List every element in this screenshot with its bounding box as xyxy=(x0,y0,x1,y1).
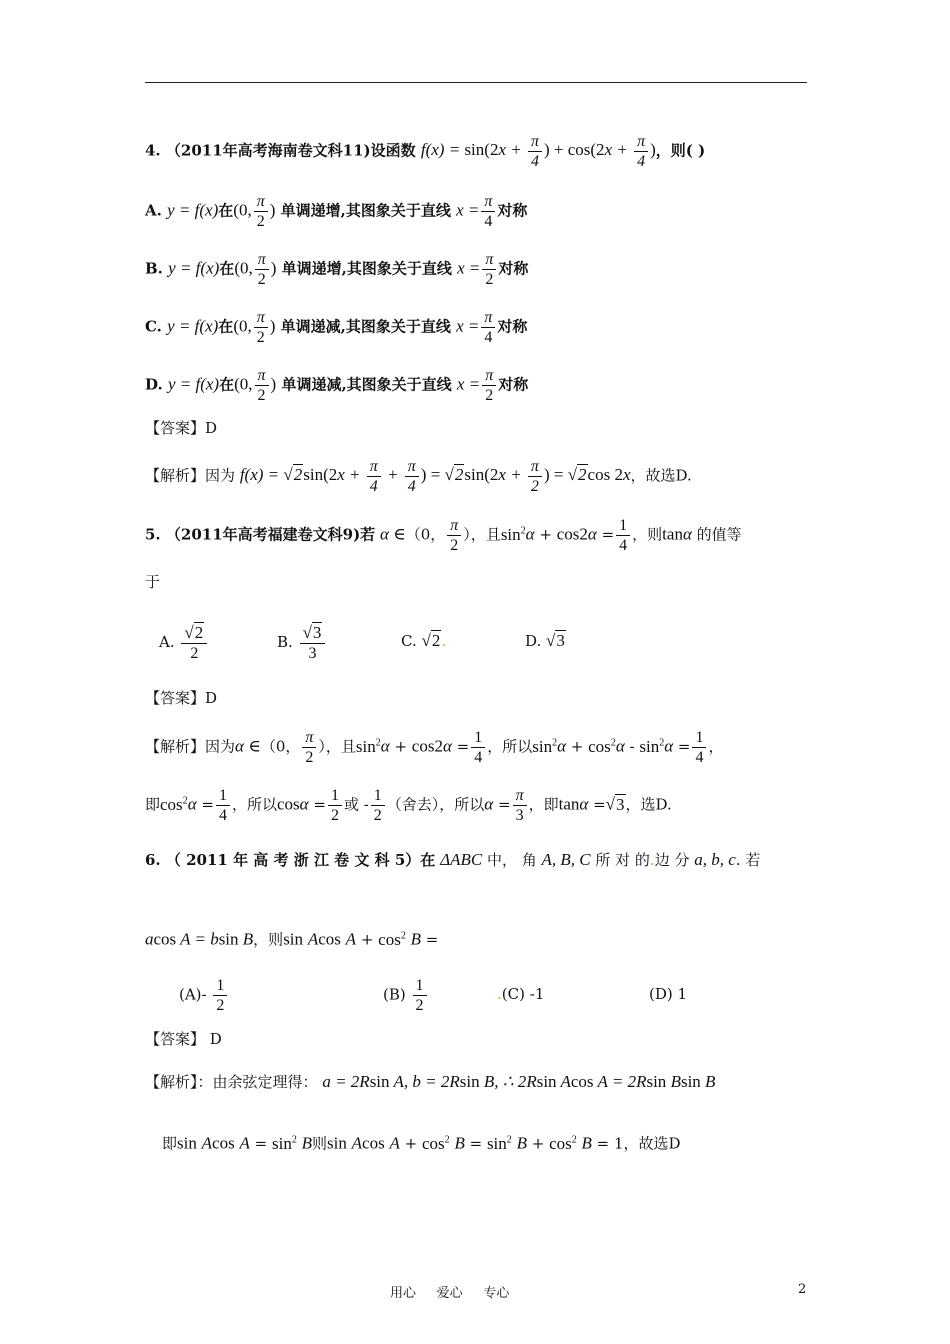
q5-analysis-1: 【解析】因为α ∈（0， $\frac{\pi}{2}$ ），且$\sin^2\alpha + \cos 2\alpha$ = $\frac{1}{4}$ ，所以$\sin^2\alpha + \cos^2\alpha - \sin^2\alpha$ = $\frac{1}{4}$ ， xyxy=(145,729,724,766)
q6-analysis-1: 【解析】：由余弦定理得： a = 2Rsin A, b = 2Rsin B, ∴ 2Rsin Acos A = 2Rsin Bsin B xyxy=(145,1072,716,1091)
q6-stem-2: acos A = bsin B，则sin Acos $A + \cos^2 B$ = xyxy=(145,929,439,949)
q6-option-d: (D) 1 xyxy=(649,985,688,1003)
q4-option-c: C. y = f(x)在(0, $\frac{\pi}{2}$ ) 单调递减,其图象关于直线 x = $\frac{\pi}{4}$ 对称 xyxy=(145,309,528,346)
q4-option-b: B. y = f(x)在(0, $\frac{\pi}{2}$ ) 单调递增,其图象关于直线 x = $\frac{\pi}{2}$ 对称 xyxy=(145,251,529,288)
q5-answer: 【答案】D xyxy=(145,689,218,707)
header-rule xyxy=(145,82,807,83)
q6-analysis-2: 即sin Acos $A = \sin^2 B$则sin Acos $A + \cos^2 B = \sin^2 B + \cos^2 B = 1$，故选D xyxy=(162,1133,681,1153)
q4-answer: 【答案】D xyxy=(145,419,218,437)
q4-stem: 4. （2011年高考海南卷文科11)设函数 f(x) = sin(2x + $\frac{\pi}{4}$ ) + cos(2x + $\frac{\pi}{4}$ )，则( ) xyxy=(145,133,706,170)
q5-stem-cont: 于 xyxy=(145,573,161,591)
q5-option-d: D. √3 xyxy=(525,631,565,650)
q6-answer: 【答案】 D xyxy=(145,1030,222,1048)
footer-motto: 用心 爱心 专心 xyxy=(390,1286,510,1301)
q6-option-c: .(C) -1 xyxy=(497,985,545,1003)
q4-option-d: D. y = f(x)在(0, $\frac{\pi}{2}$ ) 单调递减,其图象关于直线 x = $\frac{\pi}{2}$ 对称 xyxy=(145,367,529,404)
q6-stem: 6. （ 2011 年 高 考 浙 江 卷 文 科 5）在 ΔABC 中， 角 A, B, C 所 对 的.边 分 a, b, c. 若 xyxy=(145,850,761,869)
q4-option-a: A. y = f(x)在(0, $\frac{\pi}{2}$ ) 单调递增,其图象关于直线 x = $\frac{\pi}{4}$ 对称 xyxy=(145,193,528,230)
q5-option-c: C. √2. xyxy=(401,631,447,650)
q5-option-a: A. $\frac{√2}{2}$ xyxy=(159,623,219,663)
q6-option-a: (A)- $\frac{1}{2}$ xyxy=(179,976,229,1015)
page-number: 2 xyxy=(798,1282,807,1297)
q5-analysis-2: 即$\cos^2\alpha$ = $\frac{1}{4}$ ，所以cosα = $\frac{1}{2}$ 或 - $\frac{1}{2}$ （舍去），所以α = $\frac{\pi}{3}$ ，即tanα =√3，选D. xyxy=(145,787,672,824)
q6-option-b: (B) $\frac{1}{2}$ xyxy=(383,976,429,1015)
q5-stem: 5. （2011年高考福建卷文科9)若 α ∈（0， $\frac{\pi}{2}$ ），且$\sin^2\alpha + \cos 2\alpha$ = $\frac{1}{4}$ ，则tanα 的值等 xyxy=(145,517,742,554)
q4-analysis: 【解析】因为 f(x) = √2sin(2x + $\frac{\pi}{4}$ + $\frac{\pi}{4}$ ) = √2sin(2x + $\frac{\pi}{2}$ ) = √2cos 2x，故选D. xyxy=(145,458,692,495)
q5-option-b: B. $\frac{√3}{3}$ xyxy=(277,623,337,663)
